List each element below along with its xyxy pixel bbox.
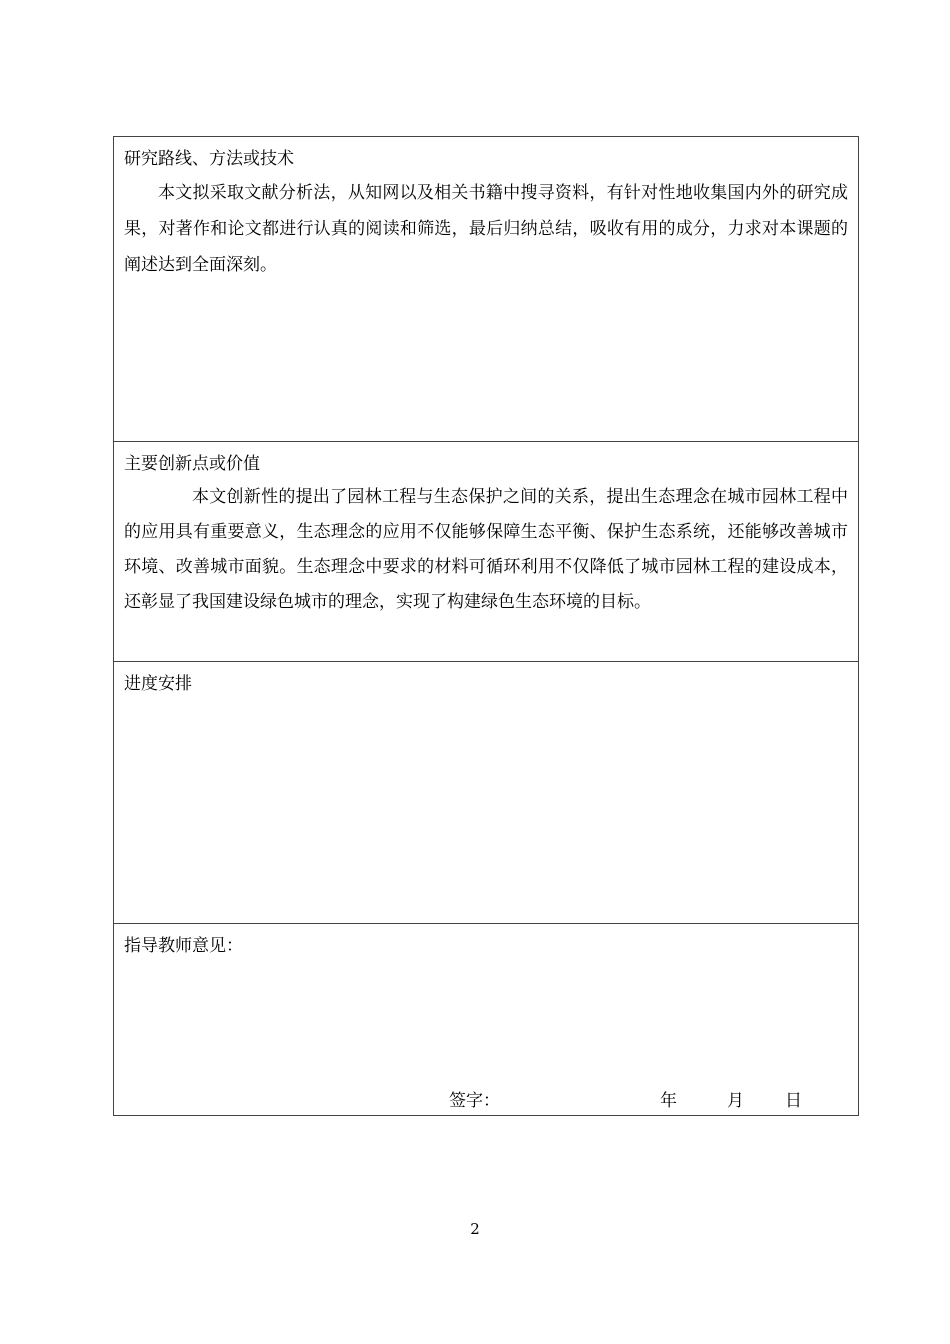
year-label: 年 [660,1091,677,1111]
schedule-heading: 进度安排 [124,674,192,694]
signature-label: 签字： [449,1091,500,1111]
innovation-section [114,442,858,662]
research-method-text: 本文拟采取文献分析法，从知网以及相关书籍中搜寻资料，有针对性地收集国内外的研究成果，对著作和论文都进行认真的阅读和筛选，最后归纳总结，吸收有用的成分，力求对本课题的阐述达到全面深刻。 [124,183,848,275]
schedule-section [114,662,858,924]
proposal-form-table [113,136,859,1116]
innovation-text: 本文创新性的提出了园林工程与生态保护之间的关系，提出生态理念在城市园林工程中的应用具有重要意义，生态理念的应用不仅能够保障生态平衡、保护生态系统，还能够改善城市环境、改善城市面貌。生态理念中要求的材料可循环利用不仅降低了城市园林工程的建设成本，还彰显了我国建设绿色城市的理念，实现了构建绿色生态环境的目标。 [124,487,848,612]
signature-row [449,1089,802,1113]
day-label: 日 [785,1091,802,1111]
research-method-section [114,137,858,442]
advisor-opinion-section [114,924,858,1115]
page-number: 2 [470,1220,480,1238]
research-method-heading: 研究路线、方法或技术 [124,149,294,169]
advisor-opinion-heading: 指导教师意见： [124,936,243,956]
month-label: 月 [727,1091,744,1111]
innovation-heading: 主要创新点或价值 [124,454,260,474]
